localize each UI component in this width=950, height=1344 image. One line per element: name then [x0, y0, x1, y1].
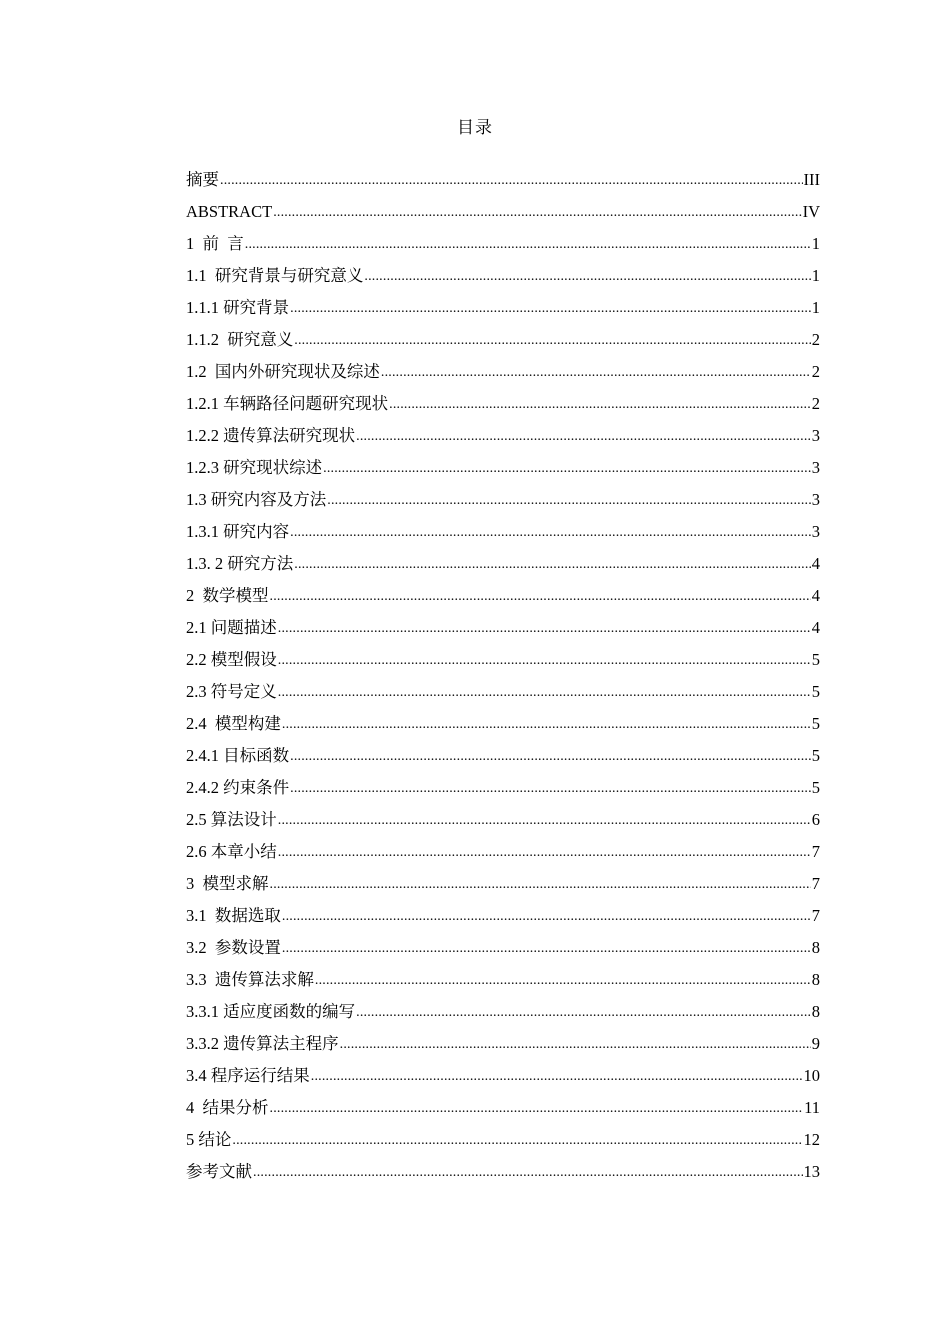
- toc-entry[interactable]: [186, 452, 820, 484]
- toc-dot-leader: [253, 1157, 803, 1189]
- toc-entry-page-number: 1: [811, 266, 820, 285]
- toc-entry-page-number: 5: [811, 682, 820, 701]
- toc-dot-leader: [290, 741, 811, 773]
- toc-dot-leader: [278, 805, 811, 837]
- toc-entry-label: 1.2.3 研究现状综述: [186, 458, 323, 477]
- toc-entry-page-number: 9: [811, 1034, 820, 1053]
- toc-entry-label: 5 结论: [186, 1130, 232, 1149]
- toc-entry[interactable]: [186, 324, 820, 356]
- toc-entry-page-number: III: [803, 170, 820, 189]
- toc-entry-label: 2.4 模型构建: [186, 714, 281, 733]
- toc-entry-label: 4 结果分析: [186, 1098, 269, 1117]
- toc-dot-leader: [356, 997, 811, 1029]
- toc-entry-label: 2.4.1 目标函数: [186, 746, 290, 765]
- toc-entry-label: 3.4 程序运行结果: [186, 1066, 310, 1085]
- toc-entry-page-number: 4: [811, 618, 820, 637]
- toc-dot-leader: [270, 1093, 804, 1125]
- toc-entry-label: 2.6 本章小结: [186, 842, 277, 861]
- toc-entry-label: 1.3 研究内容及方法: [186, 490, 327, 509]
- toc-entry-page-number: 3: [811, 522, 820, 541]
- toc-dot-leader: [290, 517, 811, 549]
- toc-entry-label: 1.1.1 研究背景: [186, 298, 290, 317]
- toc-dot-leader: [315, 965, 811, 997]
- toc-entry[interactable]: [186, 356, 820, 388]
- toc-entry-label: ABSTRACT: [186, 202, 273, 221]
- toc-entry-label: 1.3. 2 研究方法: [186, 554, 294, 573]
- toc-entry[interactable]: [186, 612, 820, 644]
- toc-entry-page-number: 10: [803, 1066, 820, 1085]
- toc-entry-label: 参考文献: [186, 1162, 252, 1181]
- toc-entry[interactable]: [186, 964, 820, 996]
- toc-entry[interactable]: [186, 804, 820, 836]
- toc-entry-page-number: 3: [811, 490, 820, 509]
- toc-entry-label: 3 模型求解: [186, 874, 269, 893]
- toc-entry-label: 1.2.2 遗传算法研究现状: [186, 426, 356, 445]
- toc-entry[interactable]: [186, 228, 820, 260]
- toc-entry-page-number: 7: [811, 906, 820, 925]
- toc-entry[interactable]: [186, 1124, 820, 1156]
- toc-entry[interactable]: [186, 516, 820, 548]
- toc-entry-page-number: 5: [811, 650, 820, 669]
- toc-entry[interactable]: [186, 708, 820, 740]
- toc-dot-leader: [245, 229, 811, 261]
- toc-entry[interactable]: [186, 1028, 820, 1060]
- toc-entry-page-number: 8: [811, 970, 820, 989]
- toc-dot-leader: [327, 485, 811, 517]
- toc-entry[interactable]: [186, 292, 820, 324]
- toc-entry-label: 3.3 遗传算法求解: [186, 970, 314, 989]
- toc-dot-leader: [311, 1061, 803, 1093]
- toc-entry-page-number: 13: [803, 1162, 820, 1181]
- toc-dot-leader: [270, 869, 811, 901]
- toc-entry[interactable]: [186, 740, 820, 772]
- toc-entry[interactable]: [186, 260, 820, 292]
- toc-entry-page-number: 8: [811, 1002, 820, 1021]
- toc-entry-label: 3.3.2 遗传算法主程序: [186, 1034, 339, 1053]
- toc-dot-leader: [273, 197, 801, 229]
- toc-entry[interactable]: [186, 868, 820, 900]
- toc-dot-leader: [282, 901, 811, 933]
- toc-dot-leader: [356, 421, 811, 453]
- toc-entry-label: 1.2 国内外研究现状及综述: [186, 362, 380, 381]
- toc-title: 目录: [457, 118, 493, 137]
- toc-entry-page-number: 1: [811, 298, 820, 317]
- toc-entry-page-number: 4: [811, 586, 820, 605]
- toc-entry[interactable]: [186, 388, 820, 420]
- toc-entry-page-number: 7: [811, 874, 820, 893]
- toc-entry[interactable]: [186, 164, 820, 196]
- toc-dot-leader: [290, 293, 811, 325]
- toc-entry-label: 2.2 模型假设: [186, 650, 277, 669]
- toc-entry-label: 2.4.2 约束条件: [186, 778, 290, 797]
- toc-entry-label: 1 前 言: [186, 234, 244, 253]
- toc-entry[interactable]: [186, 548, 820, 580]
- toc-entry-page-number: IV: [802, 202, 820, 221]
- toc-entry-page-number: 2: [811, 394, 820, 413]
- toc-entry[interactable]: [186, 580, 820, 612]
- toc-dot-leader: [282, 933, 811, 965]
- toc-dot-leader: [294, 549, 811, 581]
- toc-entry-label: 2.1 问题描述: [186, 618, 277, 637]
- toc-dot-leader: [364, 261, 810, 293]
- toc-entry[interactable]: [186, 420, 820, 452]
- toc-dot-leader: [270, 581, 811, 613]
- toc-entry-page-number: 3: [811, 426, 820, 445]
- toc-entry[interactable]: [186, 772, 820, 804]
- toc-entry-label: 3.3.1 适应度函数的编写: [186, 1002, 356, 1021]
- toc-entry[interactable]: [186, 196, 820, 228]
- toc-entry-page-number: 1: [811, 234, 820, 253]
- toc-entry-page-number: 5: [811, 746, 820, 765]
- toc-entry[interactable]: [186, 676, 820, 708]
- toc-entry-page-number: 6: [811, 810, 820, 829]
- toc-dot-leader: [340, 1029, 811, 1061]
- toc-entry[interactable]: [186, 836, 820, 868]
- toc-dot-leader: [294, 325, 811, 357]
- table-of-contents: [186, 164, 820, 1188]
- toc-dot-leader: [278, 645, 811, 677]
- toc-entry-label: 2 数学模型: [186, 586, 269, 605]
- toc-entry-page-number: 3: [811, 458, 820, 477]
- toc-dot-leader: [278, 613, 811, 645]
- toc-dot-leader: [278, 837, 811, 869]
- toc-entry[interactable]: [186, 1156, 820, 1188]
- toc-dot-leader: [381, 357, 811, 389]
- toc-entry-label: 2.3 符号定义: [186, 682, 277, 701]
- toc-entry-label: 3.1 数据选取: [186, 906, 281, 925]
- toc-entry-label: 3.2 参数设置: [186, 938, 281, 957]
- toc-dot-leader: [389, 389, 811, 421]
- toc-dot-leader: [232, 1125, 802, 1157]
- toc-entry-label: 摘要: [186, 170, 219, 189]
- toc-entry[interactable]: [186, 484, 820, 516]
- toc-dot-leader: [278, 677, 811, 709]
- toc-dot-leader: [323, 453, 811, 485]
- toc-dot-leader: [282, 709, 811, 741]
- toc-entry-page-number: 2: [811, 330, 820, 349]
- toc-dot-leader: [220, 165, 803, 197]
- toc-entry-page-number: 5: [811, 714, 820, 733]
- toc-dot-leader: [290, 773, 811, 805]
- toc-entry-page-number: 2: [811, 362, 820, 381]
- toc-entry-page-number: 4: [811, 554, 820, 573]
- toc-entry-label: 1.3.1 研究内容: [186, 522, 290, 541]
- toc-entry-label: 1.1.2 研究意义: [186, 330, 294, 349]
- toc-entry[interactable]: [186, 932, 820, 964]
- toc-entry[interactable]: [186, 644, 820, 676]
- toc-entry-label: 1.1 研究背景与研究意义: [186, 266, 364, 285]
- toc-entry-label: 2.5 算法设计: [186, 810, 277, 829]
- toc-entry[interactable]: [186, 900, 820, 932]
- toc-entry[interactable]: [186, 1060, 820, 1092]
- toc-entry-page-number: 8: [811, 938, 820, 957]
- toc-entry-page-number: 5: [811, 778, 820, 797]
- toc-entry[interactable]: [186, 996, 820, 1028]
- toc-entry-page-number: 11: [804, 1098, 820, 1117]
- toc-entry-page-number: 12: [803, 1130, 820, 1149]
- toc-entry[interactable]: [186, 1092, 820, 1124]
- toc-entry-page-number: 7: [811, 842, 820, 861]
- toc-entry-label: 1.2.1 车辆路径问题研究现状: [186, 394, 389, 413]
